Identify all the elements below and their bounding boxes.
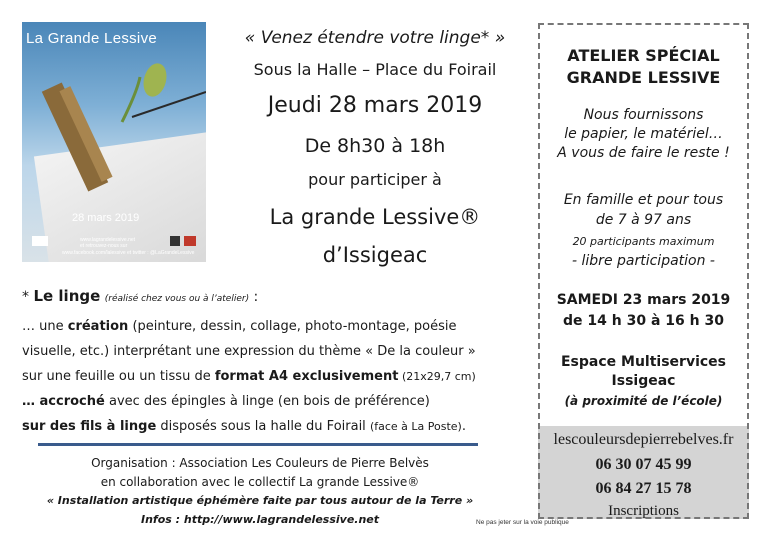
event-town: d’Issigeac: [322, 243, 428, 267]
atelier-libre: - libre participation -: [572, 253, 715, 269]
atelier-title-1: ATELIER SPÉCIAL: [567, 46, 720, 65]
poster-image: [22, 22, 206, 262]
atelier-desc-3: A vous de faire le reste !: [557, 145, 730, 161]
org-line-1: Organisation : Association Les Couleurs de Pierre Belvès: [91, 456, 429, 470]
body-line-4: … accroché avec des épingles à linge (en bois de préférence): [22, 394, 430, 409]
atelier-ages: de 7 à 97 ans: [595, 212, 692, 228]
body-line-5: sur des fils à linge disposés sous la halle du Foirail (face à La Poste).: [22, 419, 466, 434]
poster-logo-mid: [170, 236, 180, 246]
contact-inscriptions: Inscriptions: [608, 503, 679, 519]
contact-website: lescouleursdepierrebelves.fr: [553, 431, 734, 448]
linge-heading: * Le linge (réalisé chez vous ou à l’atelier) :: [22, 287, 259, 305]
body-line-3: sur une feuille ou un tissu de format A4 exclusivement (21x29,7 cm): [22, 369, 476, 384]
no-litter-notice: Ne pas jeter sur la voie publique: [476, 519, 569, 526]
poster-url: www.lagrandelessive.net: [80, 237, 136, 243]
clothespin-illustration: [22, 22, 206, 262]
location: Sous la Halle – Place du Foirail: [253, 60, 497, 79]
org-line-4: Infos : http://www.lagrandelessive.net: [140, 513, 380, 526]
body-line-1: … une création (peinture, dessin, collage, photo-montage, poésie: [22, 319, 457, 334]
atelier-max: 20 participants maximum: [572, 235, 715, 248]
poster-logo-left: [32, 236, 48, 246]
atelier-date: SAMEDI 23 mars 2019: [556, 292, 731, 308]
participate-text: pour participer à: [308, 170, 442, 189]
atelier-place: Espace Multiservices: [560, 354, 726, 370]
event-name: La grande Lessive®: [269, 205, 481, 229]
body-line-2: visuelle, etc.) interprétant une expression du thème « De la couleur »: [22, 344, 476, 359]
atelier-title-2: GRANDE LESSIVE: [566, 68, 721, 87]
contact-phone-2: 06 84 27 15 78: [595, 480, 692, 497]
org-line-3: « Installation artistique éphémère faite par tous autour de la Terre »: [46, 494, 474, 507]
event-date: Jeudi 28 mars 2019: [267, 93, 483, 118]
tagline: « Venez étendre votre linge* »: [244, 28, 506, 48]
atelier-proximity: (à proximité de l’école): [564, 394, 723, 408]
atelier-desc-2: le papier, le matériel…: [564, 126, 723, 142]
atelier-hours: de 14 h 30 à 16 h 30: [563, 313, 724, 329]
divider-rule: [38, 443, 478, 446]
atelier-family: En famille et pour tous: [563, 192, 724, 208]
contact-phone-1: 06 30 07 45 99: [595, 456, 692, 473]
poster-logo-right: [184, 236, 196, 246]
atelier-desc-1: Nous fournissons: [583, 107, 704, 123]
atelier-town: Issigeac: [611, 373, 676, 389]
poster-title: La Grande Lessive: [26, 30, 158, 47]
org-line-2: en collaboration avec le collectif La grande Lessive®: [100, 475, 420, 489]
poster-date: 28 mars 2019: [72, 212, 140, 224]
event-hours: De 8h30 à 18h: [304, 135, 446, 157]
poster-social: www.facebook.com/lalessive et twitter : @LaGrandeLessive: [62, 250, 195, 256]
poster-follow: et retrouvez-nous sur: [80, 243, 128, 249]
